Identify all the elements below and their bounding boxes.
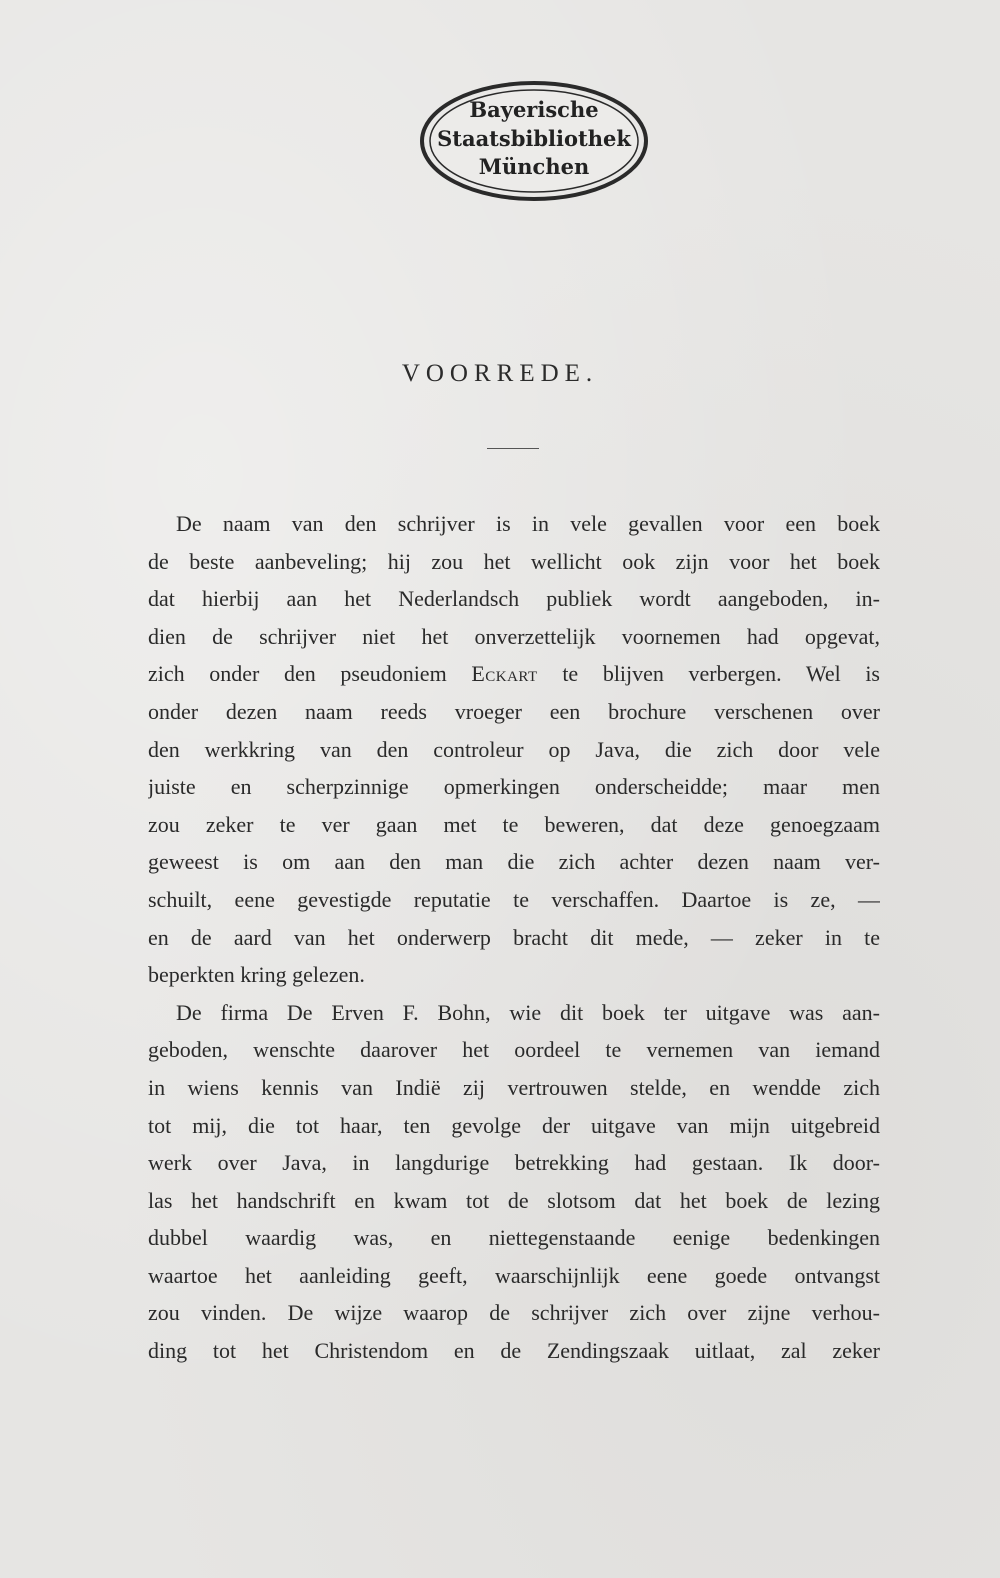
page-heading: VOORREDE. [401,360,599,387]
text-line: beperkten kring gelezen. [148,962,365,988]
text-line: De naam van den schrijver is in vele gevallen voor een boek [176,511,880,536]
text-line: juiste en scherpzinnige opmerkingen onderscheidde; maar men [148,774,880,800]
text-line: geweest is om aan den man die zich achter dezen naam ver- [148,849,880,875]
text-line: schuilt, eene gevestigde reputatie te verschaffen. Daartoe is ze, — [148,886,880,912]
text-line: en de aard van het onderwerp bracht dit mede, — zeker in te [148,924,880,950]
text-line: in wiens kennis van Indië zij vertrouwen stelde, en wendde zich [148,1074,880,1100]
text-line: onder dezen naam reeds vroeger een brochure verschenen over [148,698,880,724]
heading-divider [487,448,539,449]
text-fragment: zich onder den pseudoniem [148,661,472,687]
text-line: de beste aanbeveling; hij zou het wellicht ook zijn voor het boek [148,548,880,574]
text-line: werk over Java, in langdurige betrekking had gestaan. Ik door- [148,1150,880,1176]
text-line: waartoe het aanleiding geeft, waarschijnlijk eene goede ontvangst [148,1262,880,1288]
text-fragment: te blijven verbergen. Wel is [537,661,880,687]
text-line: zou vinden. De wijze waarop de schrijver zich over zijne verhou- [148,1300,880,1326]
text-line: geboden, wenschte daarover het oordeel te vernemen van iemand [148,1037,880,1063]
text-line [148,655,880,693]
stamp-line-2: Staatsbibliothek [437,126,631,151]
stamp-line-1: Bayerische [469,97,599,122]
text-line: tot mij, die tot haar, ten gevolge der uitgave van mijn uitgebreid [148,1112,880,1138]
text-line: las het handschrift en kwam tot de slotsom dat het boek de lezing [148,1187,880,1213]
text-line: De firma De Erven F. Bohn, wie dit boek ter uitgave was aan- [176,999,880,1025]
library-stamp-seal [418,78,650,204]
text-line: dubbel waardig was, en niettegenstaande eenige bedenkingen [148,1225,880,1251]
text-line: dien de schrijver niet het onverzettelijk voornemen had opgevat, [148,623,880,649]
text-line: dat hierbij aan het Nederlandsch publiek wordt aangeboden, in- [148,586,880,612]
stamp-line-3: München [478,154,590,179]
library-stamp [418,78,650,204]
text-line: zou zeker te ver gaan met te beweren, dat deze genoegzaam [148,811,880,837]
text-line: den werkkring van den controleur op Java, die zich door vele [148,736,880,762]
body-text [148,505,880,1370]
pseudonym-smallcaps: Eckart [471,661,538,687]
text-line: ding tot het Christendom en de Zendingszaak uitlaat, zal zeker [148,1338,880,1364]
